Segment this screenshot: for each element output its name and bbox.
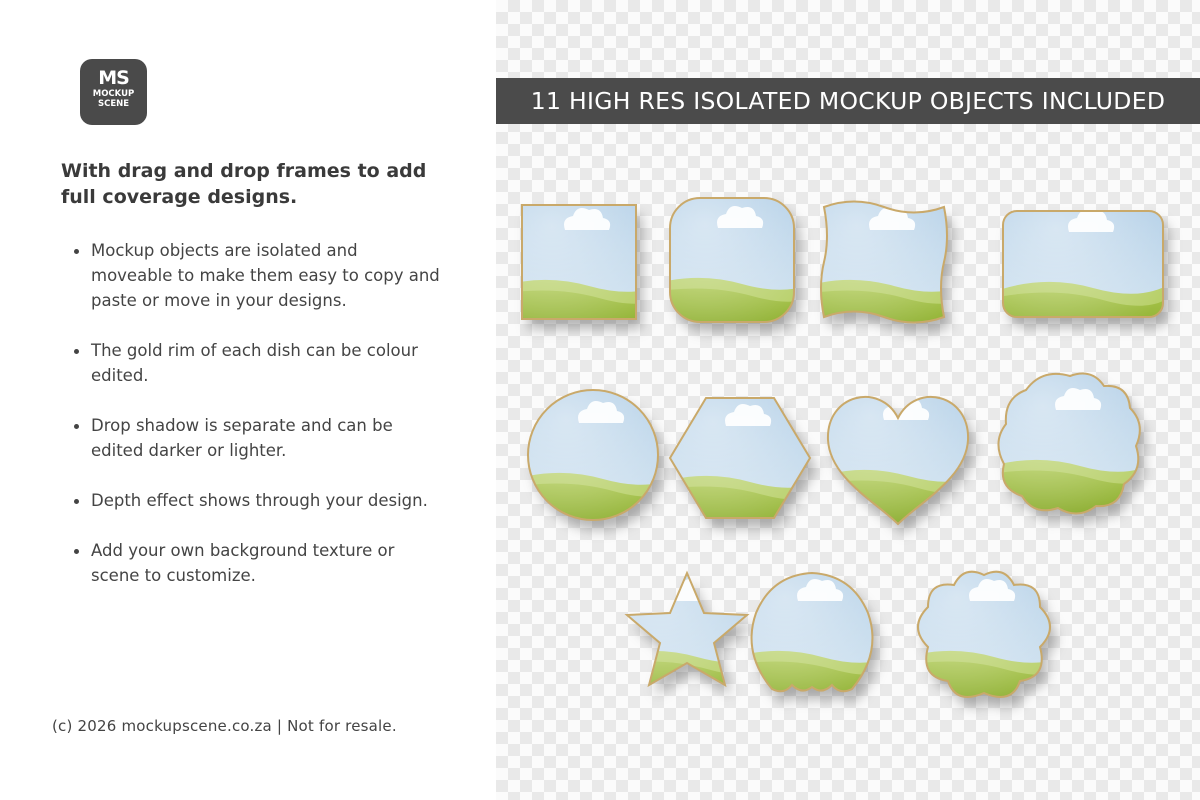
dish-hexagon [650, 368, 830, 548]
dish-rounded-square [642, 170, 822, 350]
dish-wavy-square [794, 172, 974, 352]
headline: With drag and drop frames to add full coverage designs. [61, 160, 427, 208]
dish-heart [808, 362, 988, 542]
dish-scalloped-round [980, 352, 1160, 532]
dish-round [503, 365, 683, 545]
feature-item: Mockup objects are isolated and moveable to make them easy to copy and paste or move in your designs. [61, 238, 441, 313]
dish-rectangle [993, 174, 1173, 354]
feature-item: Drop shadow is separate and can be edited darker or lighter. [61, 413, 441, 463]
logo-mark: MS [98, 67, 129, 89]
copyright-footer: (c) 2026 mockupscene.co.za | Not for resale. [52, 717, 397, 735]
feature-item: Add your own background texture or scene to customize. [61, 538, 441, 588]
mockup-showcase [496, 0, 1200, 800]
objects-banner: 11 HIGH RES ISOLATED MOCKUP OBJECTS INCLUDED [496, 78, 1200, 124]
logo-text-line2: SCENE [97, 99, 130, 109]
logo-text-line1: MOCKUP [92, 89, 135, 99]
feature-item: The gold rim of each dish can be colour edited. [61, 338, 441, 388]
info-panel [0, 0, 496, 800]
dish-shell [722, 543, 902, 723]
feature-list [61, 238, 441, 613]
dish-flower [894, 543, 1074, 723]
feature-item: Depth effect shows through your design. [61, 488, 441, 513]
dish-star [597, 543, 777, 723]
dish-square [496, 172, 669, 352]
dish-gallery [496, 0, 1200, 800]
mockup-scene-logo [80, 59, 147, 125]
